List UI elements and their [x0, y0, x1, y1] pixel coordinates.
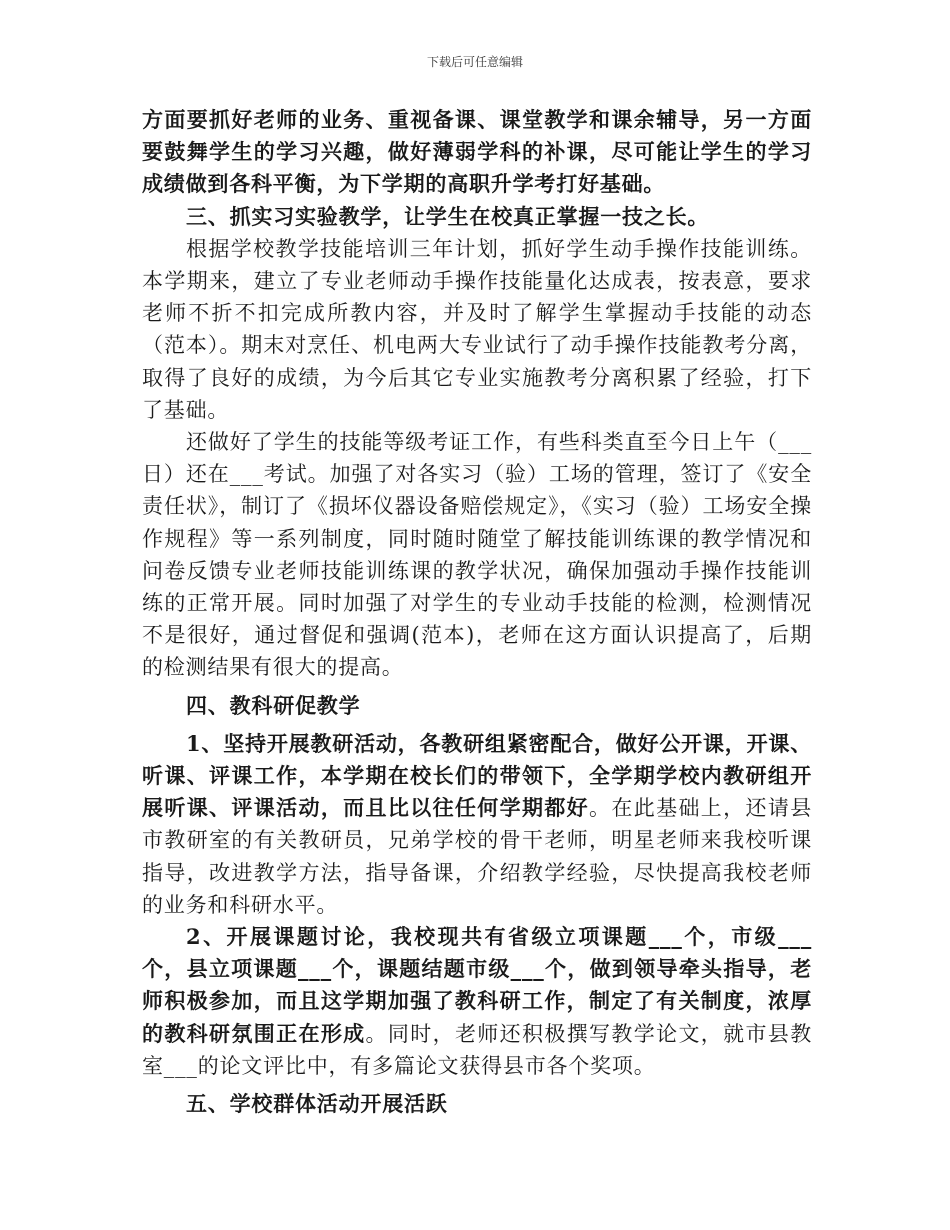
- section-heading-5: 五、学校群体活动开展活跃: [186, 1091, 448, 1117]
- section-heading-4: 四、教科研促教学: [186, 692, 361, 718]
- page-header: 下载后可任意编辑: [426, 55, 523, 69]
- paragraph-research-projects-rest: 。同时，老师还积极撰写教学论文，就市县教室___的论文评比中，有多篇论文获得县市各个奖项。: [142, 1021, 813, 1078]
- paragraph-research-projects-bold: 2、开展课题讨论，我校现共有省级立项课题___个，市级___个，县立项课题___个，课题结题市级___个，做到领导牵头指导，老师积极参加，而且这学期加强了教科研工作，制定了有关制度，浓厚的教科研氛围正在形成: [142, 924, 812, 1046]
- paragraph-continuation: 方面要抓好老师的业务、重视备课、课堂教学和课余辅导，另一方面要鼓舞学生的学习兴趣，做好薄弱学科的补课，尽可能让学生的学习成绩做到各科平衡，为下学期的高职升学考打好基础。: [142, 107, 812, 197]
- document-body: [142, 104, 812, 1126]
- paragraph-practical-training: 根据学校教学技能培训三年计划，抓好学生动手操作技能训练。本学期来，建立了专业老师动手操作技能量化达成表，按表意，要求老师不折不扣完成所教内容，并及时了解学生掌握动手技能的动态（范本）。期末对烹任、机电两大专业试行了动手操作技能教考分离，取得了良好的成绩，为今后其它专业实施教考分离积累了经验，打下了基础。: [142, 236, 812, 422]
- paragraph-research-projects: [142, 921, 812, 1082]
- paragraph-teaching-research: [142, 728, 812, 921]
- paragraph-teaching-research-rest: 。在此基础上，还请县市教研室的有关教研员，兄弟学校的骨干老师，明星老师来我校听课指导，改进教学方法，指导备课，介绍教学经验，尽快提高我校老师的业务和科研水平。: [142, 796, 813, 917]
- paragraph-skill-certification: 还做好了学生的技能等级考证工作，有些科类直至今日上午（___日）还在___考试。加强了对各实习（验）工场的管理，签订了《安全责任状》，制订了《损坏仪器设备赔偿规定》，《实习（验）工场安全操作规程》等一系列制度，同时随时随堂了解技能训练课的教学情况和问卷反馈专业老师技能训练课的教学状况，确保加强动手操作技能训练的正常开展。同时加强了对学生的专业动手技能的检测，检测情况不是很好，通过督促和强调(范本)，老师在这方面认识提高了，后期的检测结果有很大的提高。: [142, 430, 812, 680]
- paragraph-teaching-research-bold: 1、坚持开展教研活动，各教研组紧密配合，做好公开课，开课、听课、评课工作，本学期在校长们的带领下，全学期学校内教研组开展听课、评课活动，而且比以往任何学期都好: [142, 730, 812, 821]
- section-heading-3: 三、抓实习实验教学，让学生在校真正掌握一技之长。: [186, 203, 710, 229]
